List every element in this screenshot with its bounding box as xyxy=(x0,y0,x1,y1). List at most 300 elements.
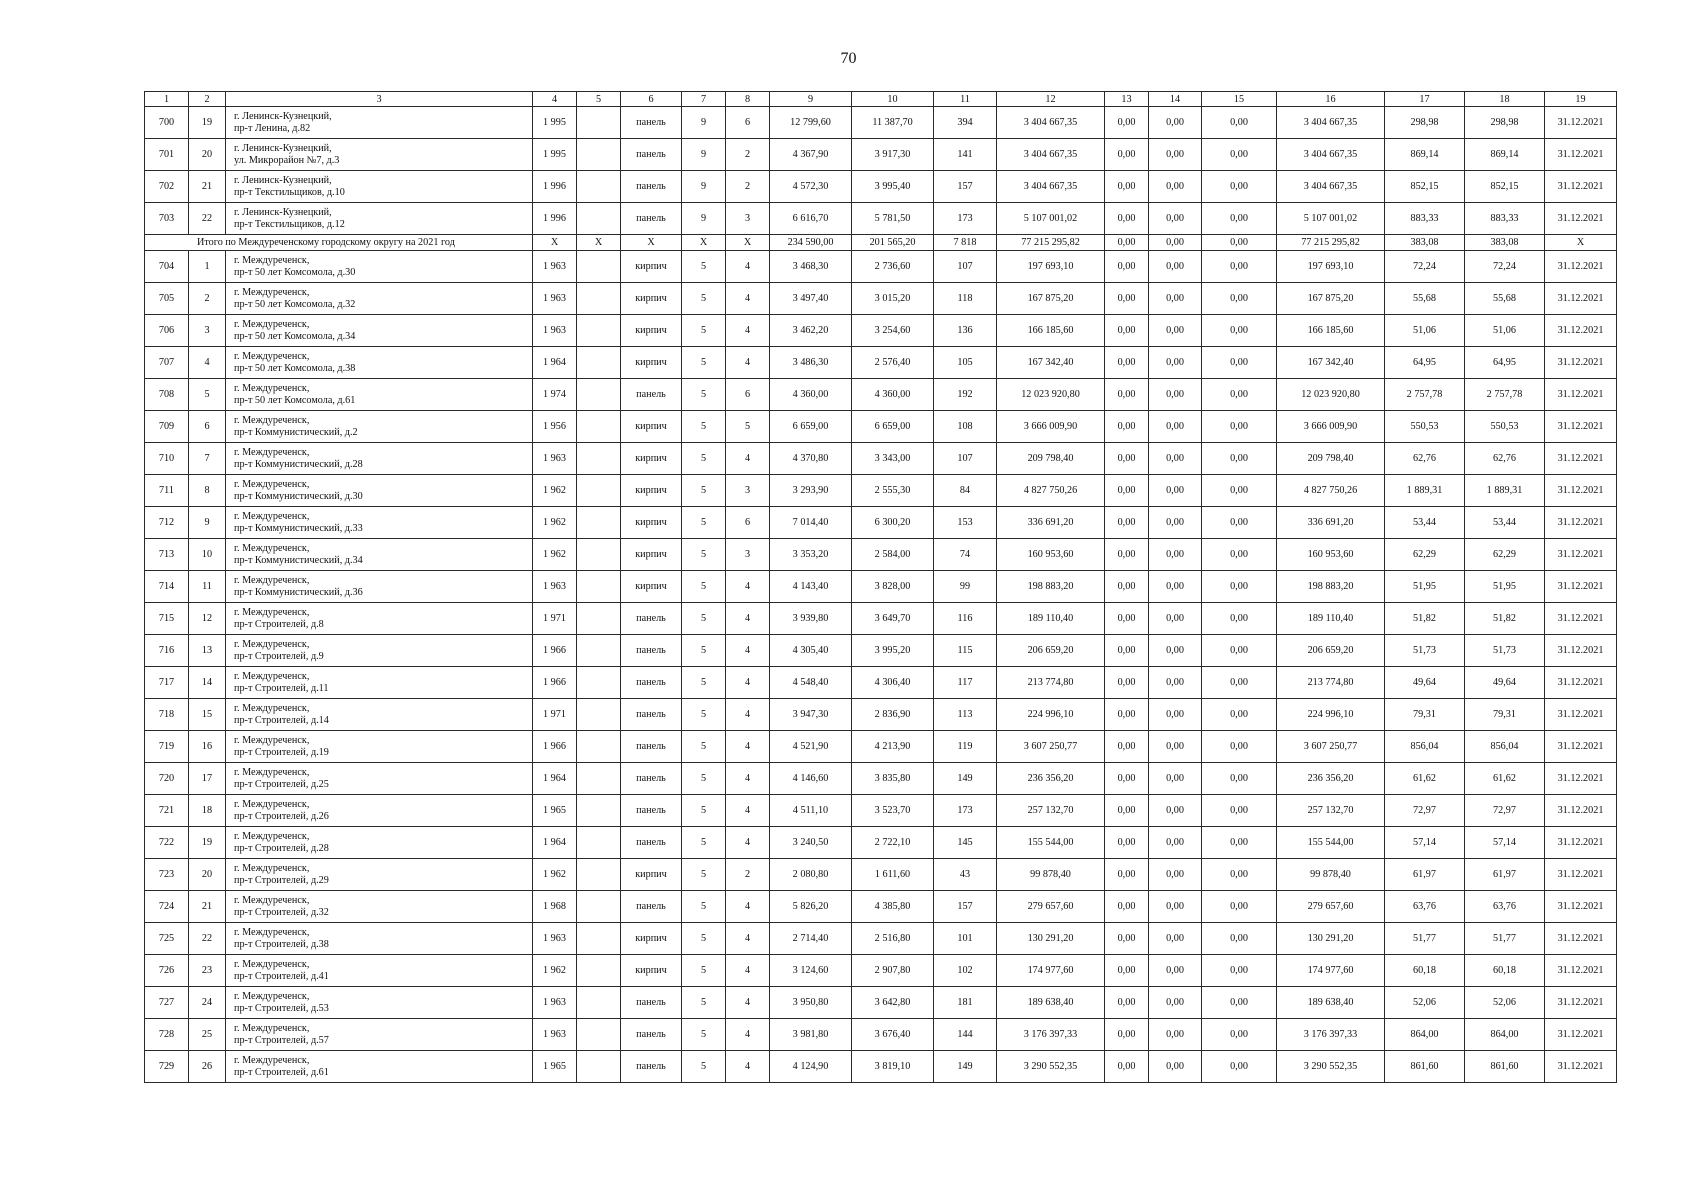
table-cell: 108 xyxy=(934,411,997,443)
table-cell: 51,95 xyxy=(1465,571,1545,603)
table-cell: 3 642,80 xyxy=(852,987,934,1019)
table-cell: 0,00 xyxy=(1202,475,1277,507)
table-cell: 0,00 xyxy=(1149,171,1202,203)
table-cell: 99 878,40 xyxy=(1277,859,1385,891)
table-cell: 0,00 xyxy=(1105,795,1149,827)
table-row xyxy=(145,411,1617,443)
table-cell: 0,00 xyxy=(1105,827,1149,859)
table-cell: 1 971 xyxy=(533,699,577,731)
table-cell: 31.12.2021 xyxy=(1545,283,1617,315)
table-cell: кирпич xyxy=(621,923,682,955)
table-cell: 2 736,60 xyxy=(852,251,934,283)
table-cell: 72,97 xyxy=(1385,795,1465,827)
table-cell: 189 638,40 xyxy=(1277,987,1385,1019)
table-cell: 4 xyxy=(726,283,770,315)
table-row xyxy=(145,1019,1617,1051)
column-number: 14 xyxy=(1149,92,1202,107)
empty-cell xyxy=(577,603,621,635)
table-cell: 5 xyxy=(682,539,726,571)
table-cell: 5 xyxy=(682,923,726,955)
table-cell: 0,00 xyxy=(1202,667,1277,699)
address-city: г. Междуреченск, xyxy=(234,1054,310,1066)
address-city: г. Междуреченск, xyxy=(234,862,310,874)
table-cell: 11 387,70 xyxy=(852,107,934,139)
table-cell: 1 966 xyxy=(533,667,577,699)
total-cell: X xyxy=(533,235,577,251)
table-cell: 18 xyxy=(189,795,226,827)
table-cell: 0,00 xyxy=(1149,475,1202,507)
address-cell xyxy=(226,667,533,699)
empty-cell xyxy=(577,107,621,139)
table-cell: 0,00 xyxy=(1105,731,1149,763)
table-cell: 53,44 xyxy=(1385,507,1465,539)
table-cell: 0,00 xyxy=(1202,107,1277,139)
table-row xyxy=(145,635,1617,667)
table-cell: 701 xyxy=(145,139,189,171)
table-cell: 3 995,40 xyxy=(852,171,934,203)
table-cell: 49,64 xyxy=(1385,667,1465,699)
table-cell: 3 404 667,35 xyxy=(997,171,1105,203)
address-cell xyxy=(226,315,533,347)
table-cell: 1 965 xyxy=(533,1051,577,1083)
table-cell: 0,00 xyxy=(1149,795,1202,827)
table-cell: 3 947,30 xyxy=(770,699,852,731)
table-cell: 31.12.2021 xyxy=(1545,1019,1617,1051)
table-cell: 0,00 xyxy=(1202,411,1277,443)
column-number: 17 xyxy=(1385,92,1465,107)
table-cell: 198 883,20 xyxy=(1277,571,1385,603)
address-city: г. Междуреченск, xyxy=(234,670,310,682)
table-cell: 0,00 xyxy=(1202,507,1277,539)
table-cell: 3 666 009,90 xyxy=(1277,411,1385,443)
table-cell: 197 693,10 xyxy=(997,251,1105,283)
table-cell: 716 xyxy=(145,635,189,667)
table-cell: 1 964 xyxy=(533,763,577,795)
column-number: 7 xyxy=(682,92,726,107)
table-cell: 0,00 xyxy=(1105,699,1149,731)
table-cell: 727 xyxy=(145,987,189,1019)
address-city: г. Ленинск-Кузнецкий, xyxy=(234,174,332,186)
address-city: г. Междуреченск, xyxy=(234,926,310,938)
table-cell: панель xyxy=(621,635,682,667)
table-cell: 336 691,20 xyxy=(997,507,1105,539)
table-cell: 1 963 xyxy=(533,443,577,475)
table-cell: 1 963 xyxy=(533,315,577,347)
table-cell: 3 176 397,33 xyxy=(1277,1019,1385,1051)
table-cell: 1 963 xyxy=(533,923,577,955)
total-cell: 77 215 295,82 xyxy=(997,235,1105,251)
table-cell: 3 176 397,33 xyxy=(997,1019,1105,1051)
table-cell: 0,00 xyxy=(1105,635,1149,667)
table-cell: 209 798,40 xyxy=(997,443,1105,475)
table-cell: 72,97 xyxy=(1465,795,1545,827)
table-cell: 4 xyxy=(726,955,770,987)
column-number: 9 xyxy=(770,92,852,107)
table-cell: 298,98 xyxy=(1465,107,1545,139)
table-cell: 0,00 xyxy=(1149,379,1202,411)
table-cell: 723 xyxy=(145,859,189,891)
table-cell: 4 306,40 xyxy=(852,667,934,699)
total-cell: X xyxy=(682,235,726,251)
address-cell xyxy=(226,699,533,731)
address-street: ул. Микрорайон №7, д.3 xyxy=(234,154,340,166)
total-cell: X xyxy=(1545,235,1617,251)
empty-cell xyxy=(577,283,621,315)
table-cell: 6 xyxy=(726,379,770,411)
table-cell: 2 xyxy=(726,139,770,171)
table-cell: 31.12.2021 xyxy=(1545,475,1617,507)
table-cell: 5 xyxy=(682,763,726,795)
table-cell: 717 xyxy=(145,667,189,699)
table-cell: 712 xyxy=(145,507,189,539)
table-cell: 1 964 xyxy=(533,827,577,859)
table-cell: 861,60 xyxy=(1465,1051,1545,1083)
total-cell: 0,00 xyxy=(1105,235,1149,251)
table-cell: 3 015,20 xyxy=(852,283,934,315)
address-city: г. Ленинск-Кузнецкий, xyxy=(234,142,332,154)
table-cell: 55,68 xyxy=(1385,283,1465,315)
table-cell: 0,00 xyxy=(1202,539,1277,571)
table-cell: 31.12.2021 xyxy=(1545,667,1617,699)
table-cell: 0,00 xyxy=(1202,987,1277,1019)
address-street: пр-т Коммунистический, д.33 xyxy=(234,522,363,534)
table-cell: панель xyxy=(621,603,682,635)
table-cell: 3 404 667,35 xyxy=(1277,107,1385,139)
table-cell: 5 xyxy=(682,891,726,923)
table-cell: 5 107 001,02 xyxy=(997,203,1105,235)
table-cell: 3 xyxy=(726,203,770,235)
table-cell: 720 xyxy=(145,763,189,795)
table-cell: 10 xyxy=(189,539,226,571)
table-cell: 206 659,20 xyxy=(997,635,1105,667)
total-cell: 383,08 xyxy=(1385,235,1465,251)
table-cell: 5 xyxy=(682,603,726,635)
table-cell: 852,15 xyxy=(1465,171,1545,203)
table-cell: 7 014,40 xyxy=(770,507,852,539)
table-cell: 19 xyxy=(189,827,226,859)
table-cell: 279 657,60 xyxy=(1277,891,1385,923)
table-cell: 3 828,00 xyxy=(852,571,934,603)
table-cell: 149 xyxy=(934,1051,997,1083)
table-cell: 0,00 xyxy=(1105,891,1149,923)
total-cell: 383,08 xyxy=(1465,235,1545,251)
table-cell: 710 xyxy=(145,443,189,475)
empty-cell xyxy=(577,411,621,443)
table-cell: 705 xyxy=(145,283,189,315)
table-cell: 2 555,30 xyxy=(852,475,934,507)
table-cell: 704 xyxy=(145,251,189,283)
total-cell: 201 565,20 xyxy=(852,235,934,251)
table-cell: 4 xyxy=(726,443,770,475)
table-cell: 4 370,80 xyxy=(770,443,852,475)
table-cell: 0,00 xyxy=(1105,347,1149,379)
table-cell: 20 xyxy=(189,859,226,891)
table-cell: 209 798,40 xyxy=(1277,443,1385,475)
empty-cell xyxy=(577,923,621,955)
table-cell: 856,04 xyxy=(1465,731,1545,763)
table-cell: 4 360,00 xyxy=(852,379,934,411)
total-cell: 0,00 xyxy=(1202,235,1277,251)
column-number: 1 xyxy=(145,92,189,107)
table-cell: 31.12.2021 xyxy=(1545,923,1617,955)
table-cell: 224 996,10 xyxy=(1277,699,1385,731)
table-cell: 153 xyxy=(934,507,997,539)
table-cell: 3 607 250,77 xyxy=(1277,731,1385,763)
table-cell: 0,00 xyxy=(1105,379,1149,411)
table-cell: 4 511,10 xyxy=(770,795,852,827)
table-cell: 721 xyxy=(145,795,189,827)
table-row xyxy=(145,539,1617,571)
table-cell: 3 290 552,35 xyxy=(997,1051,1105,1083)
table-cell: 3 835,80 xyxy=(852,763,934,795)
table-cell: 2 xyxy=(726,171,770,203)
table-cell: 12 023 920,80 xyxy=(997,379,1105,411)
table-cell: 3 666 009,90 xyxy=(997,411,1105,443)
page-number: 70 xyxy=(840,50,857,67)
empty-cell xyxy=(577,1019,621,1051)
table-cell: 1 962 xyxy=(533,955,577,987)
table-cell: 62,76 xyxy=(1465,443,1545,475)
table-cell: 5 xyxy=(682,667,726,699)
table-cell: 16 xyxy=(189,731,226,763)
table-cell: 1 962 xyxy=(533,475,577,507)
table-cell: 43 xyxy=(934,859,997,891)
address-cell xyxy=(226,411,533,443)
table-cell: 166 185,60 xyxy=(997,315,1105,347)
table-cell: 31.12.2021 xyxy=(1545,635,1617,667)
address-street: пр-т Строителей, д.28 xyxy=(234,842,329,854)
table-cell: 51,77 xyxy=(1385,923,1465,955)
address-street: пр-т 50 лет Комсомола, д.61 xyxy=(234,394,356,406)
table-cell: 0,00 xyxy=(1105,539,1149,571)
table-cell: 189 638,40 xyxy=(997,987,1105,1019)
table-cell: 550,53 xyxy=(1465,411,1545,443)
empty-cell xyxy=(577,667,621,699)
table-cell: 0,00 xyxy=(1105,859,1149,891)
table-cell: 63,76 xyxy=(1385,891,1465,923)
address-cell xyxy=(226,1051,533,1083)
table-cell: 5 xyxy=(682,283,726,315)
table-cell: 3 649,70 xyxy=(852,603,934,635)
table-cell: 0,00 xyxy=(1105,139,1149,171)
table-cell: 31.12.2021 xyxy=(1545,859,1617,891)
table-cell: 1 xyxy=(189,251,226,283)
empty-cell xyxy=(577,731,621,763)
table-cell: 4 124,90 xyxy=(770,1051,852,1083)
table-cell: 0,00 xyxy=(1105,283,1149,315)
table-cell: 0,00 xyxy=(1149,107,1202,139)
address-city: г. Междуреченск, xyxy=(234,414,310,426)
table-cell: 157 xyxy=(934,891,997,923)
table-row xyxy=(145,571,1617,603)
table-cell: 31.12.2021 xyxy=(1545,411,1617,443)
empty-cell xyxy=(577,379,621,411)
table-cell: кирпич xyxy=(621,955,682,987)
table-cell: 2 714,40 xyxy=(770,923,852,955)
table-cell: 3 xyxy=(189,315,226,347)
table-cell: 5 xyxy=(682,475,726,507)
table-cell: 84 xyxy=(934,475,997,507)
column-number: 6 xyxy=(621,92,682,107)
table-cell: 0,00 xyxy=(1105,107,1149,139)
table-cell: 0,00 xyxy=(1202,139,1277,171)
table-cell: 0,00 xyxy=(1202,635,1277,667)
table-cell: 6 659,00 xyxy=(770,411,852,443)
table-cell: 0,00 xyxy=(1202,891,1277,923)
table-cell: 0,00 xyxy=(1105,955,1149,987)
address-street: пр-т Строителей, д.14 xyxy=(234,714,329,726)
table-cell: 2 576,40 xyxy=(852,347,934,379)
table-cell: 1 963 xyxy=(533,283,577,315)
column-number: 19 xyxy=(1545,92,1617,107)
address-street: пр-т Строителей, д.38 xyxy=(234,938,329,950)
address-street: пр-т Коммунистический, д.30 xyxy=(234,490,363,502)
address-city: г. Междуреченск, xyxy=(234,574,310,586)
total-cell: 77 215 295,82 xyxy=(1277,235,1385,251)
address-cell xyxy=(226,763,533,795)
table-cell: 4 xyxy=(726,891,770,923)
table-cell: 51,73 xyxy=(1465,635,1545,667)
table-cell: 189 110,40 xyxy=(1277,603,1385,635)
table-cell: панель xyxy=(621,139,682,171)
table-cell: 4 xyxy=(726,923,770,955)
address-cell xyxy=(226,859,533,891)
table-cell: 0,00 xyxy=(1149,699,1202,731)
empty-cell xyxy=(577,955,621,987)
table-cell: 2 xyxy=(189,283,226,315)
empty-cell xyxy=(577,507,621,539)
table-cell: 0,00 xyxy=(1105,667,1149,699)
empty-cell xyxy=(577,795,621,827)
table-cell: 52,06 xyxy=(1385,987,1465,1019)
table-cell: 60,18 xyxy=(1385,955,1465,987)
table-cell: 3 819,10 xyxy=(852,1051,934,1083)
table-cell: 1 996 xyxy=(533,171,577,203)
table-row xyxy=(145,987,1617,1019)
empty-cell xyxy=(577,347,621,379)
table-cell: 4 360,00 xyxy=(770,379,852,411)
table-cell: 113 xyxy=(934,699,997,731)
table-cell: 4 xyxy=(726,1019,770,1051)
address-city: г. Междуреченск, xyxy=(234,894,310,906)
table-cell: 1 889,31 xyxy=(1465,475,1545,507)
table-cell: 4 xyxy=(726,699,770,731)
table-cell: 0,00 xyxy=(1149,667,1202,699)
total-cell: X xyxy=(726,235,770,251)
table-row xyxy=(145,603,1617,635)
table-cell: 1 889,31 xyxy=(1385,475,1465,507)
table-cell: 5 826,20 xyxy=(770,891,852,923)
table-cell: 62,29 xyxy=(1465,539,1545,571)
table-cell: 4 xyxy=(726,571,770,603)
table-row xyxy=(145,699,1617,731)
table-cell: 31.12.2021 xyxy=(1545,955,1617,987)
table-cell: 711 xyxy=(145,475,189,507)
table-cell: 5 xyxy=(726,411,770,443)
address-city: г. Ленинск-Кузнецкий, xyxy=(234,206,332,218)
table-cell: 856,04 xyxy=(1385,731,1465,763)
column-number: 3 xyxy=(226,92,533,107)
table-cell: 550,53 xyxy=(1385,411,1465,443)
table-cell: 0,00 xyxy=(1105,443,1149,475)
table-cell: 61,62 xyxy=(1465,763,1545,795)
table-cell: кирпич xyxy=(621,443,682,475)
table-cell: 99 xyxy=(934,571,997,603)
table-row xyxy=(145,667,1617,699)
table-cell: 1 962 xyxy=(533,507,577,539)
table-cell: 4 xyxy=(726,667,770,699)
table-cell: 0,00 xyxy=(1202,443,1277,475)
table-cell: 4 213,90 xyxy=(852,731,934,763)
table-cell: 31.12.2021 xyxy=(1545,891,1617,923)
table-cell: 722 xyxy=(145,827,189,859)
empty-cell xyxy=(577,203,621,235)
table-cell: 6 616,70 xyxy=(770,203,852,235)
table-cell: 51,06 xyxy=(1385,315,1465,347)
table-cell: 25 xyxy=(189,1019,226,1051)
table-cell: 51,73 xyxy=(1385,635,1465,667)
table-cell: 99 878,40 xyxy=(997,859,1105,891)
address-street: пр-т Строителей, д.19 xyxy=(234,746,329,758)
empty-cell xyxy=(577,1051,621,1083)
table-cell: 719 xyxy=(145,731,189,763)
empty-cell xyxy=(577,315,621,347)
column-number: 16 xyxy=(1277,92,1385,107)
table-cell: 3 462,20 xyxy=(770,315,852,347)
table-cell: 5 xyxy=(682,731,726,763)
table-cell: 21 xyxy=(189,891,226,923)
table-cell: 0,00 xyxy=(1202,379,1277,411)
table-cell: 5 xyxy=(682,827,726,859)
table-cell: 0,00 xyxy=(1202,603,1277,635)
table-cell: 0,00 xyxy=(1149,1051,1202,1083)
table-cell: 0,00 xyxy=(1202,347,1277,379)
table-cell: 3 290 552,35 xyxy=(1277,1051,1385,1083)
table-cell: 136 xyxy=(934,315,997,347)
table-cell: 105 xyxy=(934,347,997,379)
table-cell: 0,00 xyxy=(1105,571,1149,603)
table-cell: 31.12.2021 xyxy=(1545,603,1617,635)
table-cell: 1 995 xyxy=(533,139,577,171)
table-cell: 0,00 xyxy=(1202,315,1277,347)
table-cell: 0,00 xyxy=(1202,283,1277,315)
table-cell: 5 xyxy=(682,347,726,379)
table-cell: 197 693,10 xyxy=(1277,251,1385,283)
address-city: г. Междуреченск, xyxy=(234,702,310,714)
table-cell: 173 xyxy=(934,795,997,827)
address-street: пр-т Ленина, д.82 xyxy=(234,122,311,134)
table-cell: 213 774,80 xyxy=(997,667,1105,699)
total-label: Итого по Междуреченскому городскому округу на 2021 год xyxy=(145,235,533,251)
table-cell: 1 966 xyxy=(533,635,577,667)
table-cell: 31.12.2021 xyxy=(1545,315,1617,347)
address-cell xyxy=(226,139,533,171)
table-cell: 167 342,40 xyxy=(997,347,1105,379)
table-cell: 53,44 xyxy=(1465,507,1545,539)
table-cell: 0,00 xyxy=(1105,1019,1149,1051)
table-cell: 4 xyxy=(189,347,226,379)
column-number: 15 xyxy=(1202,92,1277,107)
address-city: г. Междуреченск, xyxy=(234,734,310,746)
total-cell: X xyxy=(577,235,621,251)
table-cell: 31.12.2021 xyxy=(1545,107,1617,139)
column-number: 10 xyxy=(852,92,934,107)
table-cell: кирпич xyxy=(621,411,682,443)
address-cell xyxy=(226,539,533,571)
table-cell: 1 966 xyxy=(533,731,577,763)
table-cell: 130 291,20 xyxy=(997,923,1105,955)
address-cell xyxy=(226,571,533,603)
